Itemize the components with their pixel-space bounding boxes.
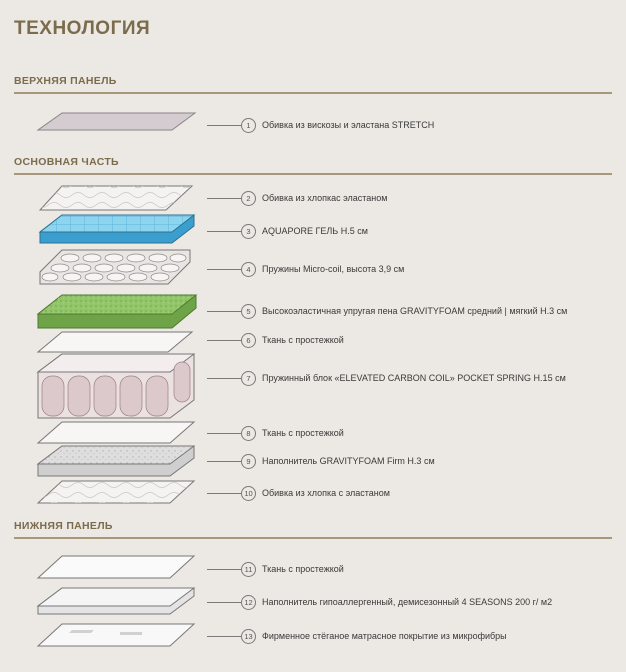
layer-label: Обивка из хлопка с эластаном: [262, 488, 390, 498]
layer-2-art: [40, 186, 192, 210]
leader-line: [207, 125, 241, 126]
layer-8-art: [38, 422, 194, 443]
layer-7-art: [38, 354, 194, 418]
layer-11-art: [38, 556, 194, 578]
section-label-main: ОСНОВНАЯ ЧАСТЬ: [14, 156, 119, 168]
leader-line: [207, 311, 241, 312]
leader-line: [207, 269, 241, 270]
leader-line: [207, 231, 241, 232]
layer-label: Обивка из вискозы и эластана STRETCH: [262, 120, 435, 130]
layer-label: Высокоэластичная упругая пена GRAVITYFOAM средний | мягкий Н.3 см: [262, 306, 568, 316]
layer-number: 11: [241, 562, 256, 577]
layer-label: Ткань с простежкой: [262, 564, 344, 574]
layer-4-art: [40, 250, 190, 284]
layer-label: Ткань с простежкой: [262, 428, 344, 438]
layer-3-art: [40, 215, 194, 243]
layer-number: 3: [241, 224, 256, 239]
layer-number: 13: [241, 629, 256, 644]
layer-label: Наполнитель гипоаллергенный, демисезонный 4 SEASONS 200 г/ м2: [262, 597, 553, 607]
layer-6-art: [38, 332, 192, 352]
layer-label: Пружины Micro-coil, высота 3,9 см: [262, 264, 405, 274]
layer-number: 12: [241, 595, 256, 610]
layer-label: Обивка из хлопкас эластаном: [262, 193, 388, 203]
layer-number: 7: [241, 371, 256, 386]
layer-9-art: [38, 446, 194, 476]
leader-line: [207, 602, 241, 603]
leader-line: [207, 461, 241, 462]
layer-label: AQUAPORE ГЕЛЬ Н.5 см: [262, 226, 368, 236]
leader-line: [207, 569, 241, 570]
leader-line: [207, 198, 241, 199]
layer-number: 1: [241, 118, 256, 133]
layer-5-art: [38, 295, 196, 328]
layer-number: 9: [241, 454, 256, 469]
layer-label: Ткань с простежкой: [262, 335, 344, 345]
layer-number: 6: [241, 333, 256, 348]
section-label-top: ВЕРХНЯЯ ПАНЕЛЬ: [14, 75, 117, 87]
layer-12-art: [38, 588, 194, 614]
layer-1-art: [38, 113, 195, 130]
leader-line: [207, 636, 241, 637]
layer-number: 2: [241, 191, 256, 206]
page-title: ТЕХНОЛОГИЯ: [14, 18, 151, 39]
layer-number: 4: [241, 262, 256, 277]
layer-label: Фирменное стёганое матрасное покрытие из микрофибры: [262, 631, 507, 641]
layer-label: Пружинный блок «ELEVATED CARBON COIL» POCKET SPRING Н.15 см: [262, 373, 566, 383]
leader-line: [207, 378, 241, 379]
section-label-bottom: НИЖНЯЯ ПАНЕЛЬ: [14, 520, 113, 532]
leader-line: [207, 340, 241, 341]
layer-10-art: [38, 481, 194, 503]
layer-13-art: [38, 624, 194, 646]
layer-number: 8: [241, 426, 256, 441]
leader-line: [207, 493, 241, 494]
layer-label: Наполнитель GRAVITYFOAM Firm Н.3 см: [262, 456, 435, 466]
layer-number: 10: [241, 486, 256, 501]
leader-line: [207, 433, 241, 434]
layer-number: 5: [241, 304, 256, 319]
